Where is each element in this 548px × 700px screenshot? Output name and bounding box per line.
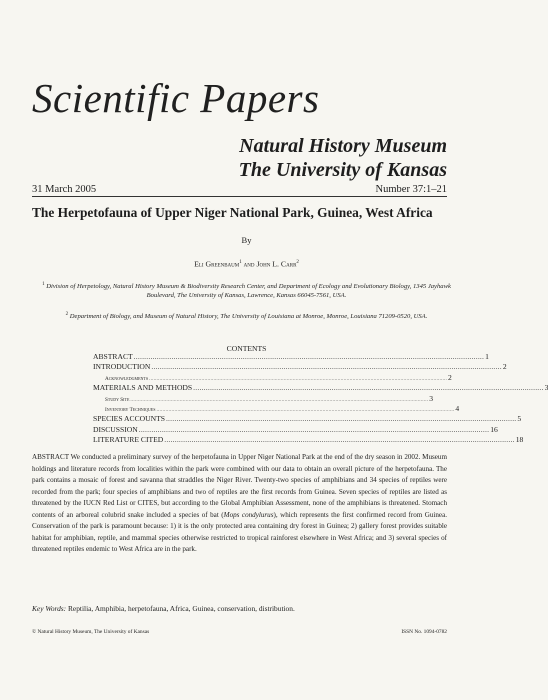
abstract-paragraph	[32, 452, 447, 556]
toc-leader-dots: .......................................................................................................................................................................................................	[156, 406, 455, 413]
key-words-text: Reptilia, Amphibia, herpetofauna, Africa, Guinea, conservation, distribution.	[66, 604, 295, 613]
toc-entry-label: LITERATURE CITED	[93, 435, 164, 445]
abstract-species-name: Mops condylurus	[223, 510, 274, 519]
affiliation-2-text: Department of Biology, and Museum of Natural History, The University of Louisiana at Monroe, Monroe, Louisiana 71209-0520, USA.	[69, 313, 428, 321]
toc-entry-page: 16	[490, 424, 498, 434]
toc-entry-page: 4	[455, 403, 460, 413]
toc-entry-label: ABSTRACT	[93, 352, 133, 361]
toc-entry-abstract[interactable]	[93, 352, 489, 362]
header-rule	[32, 196, 447, 197]
key-words	[32, 604, 447, 614]
affiliation-1-superscript: 1	[42, 282, 45, 287]
issue-number: Number 37:1–21	[375, 184, 447, 195]
toc-entry-page: 5	[517, 414, 522, 424]
abstract-text-part-2: ), which represents the first confirmed record from Guinea. Conservation of the park is paramount because: 1) it is the only protected area containing dry forest in Guinea; 2) gallery forest provides suitable habitat for amphibian, reptile, and mammal species otherwise restricted to tropical rainforest elsewhere in West Africa; and 3) several species of threatened reptiles endemic to West Africa are in the park.	[32, 510, 448, 553]
toc-entry-label: MATERIALS AND METHODS	[93, 383, 193, 393]
toc-leader-dots: .......................................................................................................................................................................	[164, 435, 515, 445]
toc-entry-label: Study Site	[105, 396, 130, 403]
toc-entry-page: 3	[544, 383, 548, 393]
toc-entry-label: INTRODUCTION	[93, 362, 151, 372]
by-line: By	[241, 235, 252, 245]
toc-entry-label: DISCUSSION	[93, 424, 138, 434]
publication-date: 31 March 2005	[32, 184, 97, 195]
affiliation-1	[40, 280, 453, 300]
toc-entry-page: 18	[515, 435, 524, 445]
toc-entry-label: Acknowledgments	[105, 375, 149, 382]
toc-leader-dots: .......................................................................................................................................................................	[193, 383, 544, 393]
author-1-superscript: 1	[239, 260, 242, 265]
toc-entry-page: 3	[429, 393, 434, 403]
toc-entry-literature-cited[interactable]	[93, 435, 524, 445]
key-words-label: Key Words:	[32, 604, 67, 613]
author-2-superscript: 2	[296, 260, 299, 265]
author-list	[0, 258, 493, 270]
author-conjunction: and	[243, 259, 255, 269]
toc-leader-dots: .......................................................................................................................................................................	[138, 424, 490, 434]
toc-entry-discussion[interactable]	[93, 424, 498, 435]
toc-leader-dots: .......................................................................................................................................................................................................	[130, 396, 429, 403]
toc-entry-label: Inventory Techniques	[105, 406, 156, 413]
series-title: Scientific Papers	[32, 75, 320, 121]
contents-heading: CONTENTS	[226, 344, 267, 353]
toc-entry-study-site[interactable]	[93, 393, 434, 404]
author-1: Eli Greenbaum	[194, 259, 240, 269]
toc-entry-materials-and-methods[interactable]	[93, 383, 548, 393]
issn-number: ISSN No. 1094-0782	[401, 629, 447, 635]
toc-entry-page: 2	[502, 362, 507, 372]
author-2: John L. Carr	[256, 259, 297, 269]
paper-title: The Herpetofauna of Upper Niger National Park, Guinea, West Africa	[32, 205, 433, 220]
toc-entry-species-accounts[interactable]	[93, 414, 522, 424]
toc-leader-dots: .......................................................................................................................................................................	[133, 352, 485, 361]
toc-leader-dots: .......................................................................................................................................................................................................	[149, 375, 447, 382]
abstract-text-part-1: ABSTRACT We conducted a preliminary survey of the herpetofauna in Upper Niger National Park at the end of the dry season in 2002. Museum holdings and literature records from localities within the park were combined with our data to obtain an overall picture of the herpetofauna. The park contains a mosaic of forest and savanna that straddles the Niger River. Twenty-two species of amphibians and 34 species of reptiles were recorded from the park; four species of amphibians and two of reptiles are the first records from Guinea. Seven species of reptiles are listed as threatened by the IUCN Red List or CITES, but according to the Global Amphibian Assessment, none of the amphibians is threatened. Stomach contents of an arboreal colubrid snake included a species of bat (	[32, 453, 447, 519]
museum-name	[239, 134, 447, 182]
toc-leader-dots: .......................................................................................................................................................................	[165, 414, 517, 424]
museum-line-2: The University of Kansas	[238, 159, 447, 181]
toc-entry-label: SPECIES ACCOUNTS	[93, 414, 165, 424]
affiliation-2-superscript: 2	[65, 312, 69, 317]
museum-line-1: Natural History Museum	[239, 135, 447, 157]
toc-entry-page: 2	[447, 372, 452, 382]
toc-entry-introduction[interactable]	[93, 362, 507, 372]
toc-entry-acknowledgments[interactable]	[93, 372, 452, 383]
affiliation-2	[40, 310, 453, 321]
copyright-notice: © Natural History Museum, The University of Kansas	[32, 629, 150, 635]
toc-entry-inventory-techniques[interactable]	[93, 403, 460, 414]
toc-entry-page: 1	[485, 352, 489, 361]
affiliation-1-text: Division of Herpetology, Natural History Museum & Biodiversity Research Center, and Department of Ecology and Evolutionary Biology, 1345 Jayhawk Boulevard, The University of Kansas, Lawrence, Kansas 66045-7561, USA.	[46, 283, 451, 300]
table-of-contents	[93, 352, 548, 446]
toc-leader-dots: .......................................................................................................................................................................	[151, 362, 502, 372]
